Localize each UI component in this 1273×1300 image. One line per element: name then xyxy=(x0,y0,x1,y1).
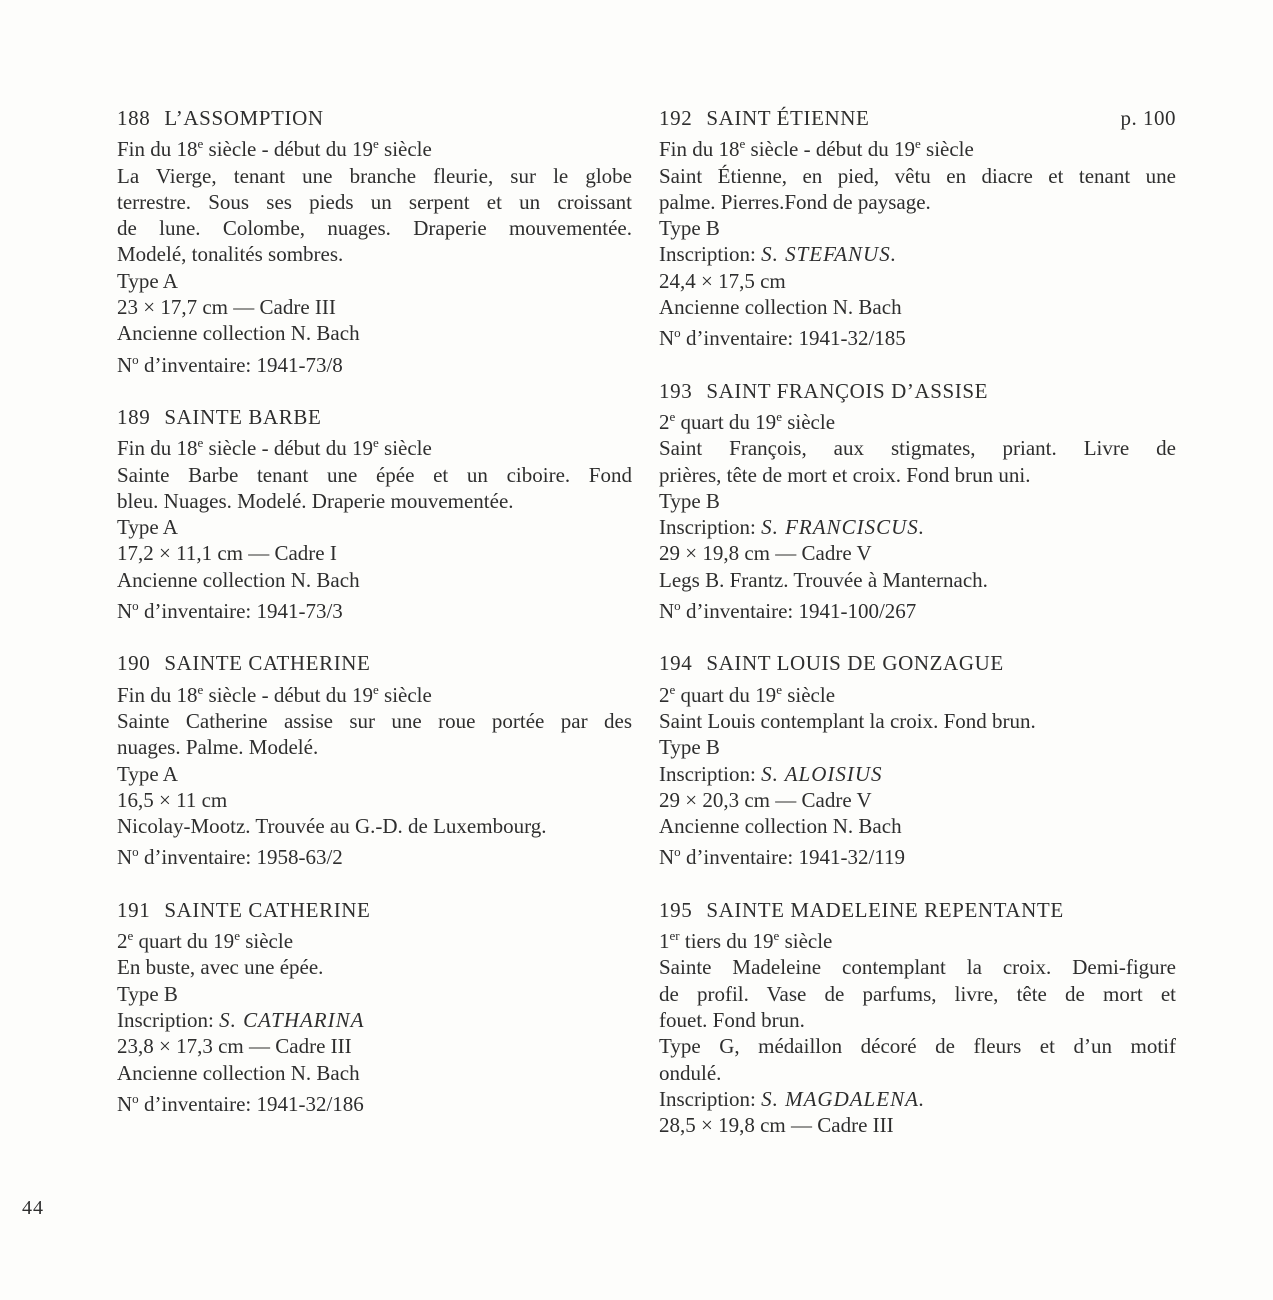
entry-heading: 190 SAINTE CATHERINE xyxy=(117,651,371,676)
page-reference: p. 100 xyxy=(1120,106,1176,130)
entry-type: Type A xyxy=(117,761,178,786)
entry-date: 1er tiers du 19e siècle xyxy=(659,928,833,954)
entry-description: fouet. Fond brun. xyxy=(659,1007,805,1032)
entry-dimensions: 29 × 20,3 cm — Cadre V xyxy=(659,787,872,812)
entry-type: Type A xyxy=(117,515,178,540)
inscription-text: S. ALOISIUS xyxy=(761,761,883,786)
entry-heading: 194 SAINT LOUIS DE GONZAGUE xyxy=(659,651,1004,676)
entry-inscription xyxy=(659,241,1176,267)
entry-inventory: $N^o$ d’inventaire: 1941-32/119 xyxy=(659,844,906,870)
entry-type: Type G, médaillon décoré de fleurs et d’un motif xyxy=(659,1034,1176,1059)
entry-dimensions: 16,5 × 11 cm xyxy=(117,787,228,812)
inscription-label: Inscription: xyxy=(659,761,756,786)
catalog-entry-194 xyxy=(659,650,1176,870)
entry-description: Modelé, tonalités sombres. xyxy=(117,242,344,267)
catalog-entry-190 xyxy=(117,650,632,870)
entry-date: Fin du 18e siècle - début du 19e siècle xyxy=(117,681,432,707)
entry-description: Saint Étienne, en pied, vêtu en diacre et tenant une xyxy=(659,163,1176,188)
entry-dimensions: 23,8 × 17,3 cm — Cadre III xyxy=(117,1034,352,1059)
entry-type: Type B xyxy=(659,488,720,513)
entry-heading: 195 SAINTE MADELEINE REPENTANTE xyxy=(659,897,1064,922)
entry-dimensions: 23 × 17,7 cm — Cadre III xyxy=(117,295,336,320)
entry-date: Fin du 18e siècle - début du 19e siècle xyxy=(117,136,432,162)
entry-provenance: Ancienne collection N. Bach xyxy=(659,295,902,320)
inscription-text: S. STEFANUS. xyxy=(761,242,897,267)
entry-inscription xyxy=(117,1007,632,1033)
entry-description: de profil. Vase de parfums, livre, tête de mort et xyxy=(659,981,1176,1006)
entry-description: Sainte Madeleine contemplant la croix. Demi-figure xyxy=(659,955,1176,980)
inscription-label: Inscription: xyxy=(117,1007,214,1032)
entry-heading: 188 L’ASSOMPTION xyxy=(117,106,324,130)
entry-description: Saint Louis contemplant la croix. Fond brun. xyxy=(659,708,1036,733)
entry-type: ondulé. xyxy=(659,1060,722,1085)
inscription-text: S. CATHARINA xyxy=(219,1007,365,1032)
entry-date: 2e quart du 19e siècle xyxy=(659,681,836,707)
entry-date: 2e quart du 19e siècle xyxy=(659,408,836,434)
entry-description: En buste, avec une épée. xyxy=(117,955,324,980)
left-column xyxy=(117,105,632,1143)
entry-heading: 191 SAINTE CATHERINE xyxy=(117,897,371,922)
entry-description: nuages. Palme. Modelé. xyxy=(117,735,319,760)
entry-inscription xyxy=(659,514,1176,540)
entry-provenance: Ancienne collection N. Bach xyxy=(117,567,360,592)
entry-date: 2e quart du 19e siècle xyxy=(117,928,294,954)
entry-type: Type A xyxy=(117,268,178,293)
entry-inventory: $N^o$ d’inventaire: 1941-32/185 xyxy=(659,325,906,351)
entry-description: Sainte Catherine assise sur une roue portée par des xyxy=(117,708,632,733)
catalog-entry-192 xyxy=(659,105,1176,352)
catalog-entry-195 xyxy=(659,897,1176,1139)
entry-description: Saint François, aux stigmates, priant. Livre de xyxy=(659,436,1176,461)
entry-dimensions: 28,5 × 19,8 cm — Cadre III xyxy=(659,1113,894,1138)
entry-dimensions: 24,4 × 17,5 cm xyxy=(659,268,786,293)
entry-type: Type B xyxy=(117,981,178,1006)
entry-description: bleu. Nuages. Modelé. Draperie mouvementée. xyxy=(117,488,514,513)
catalog-entry-188 xyxy=(117,105,632,378)
entry-description: prières, tête de mort et croix. Fond brun uni. xyxy=(659,462,1031,487)
entry-inventory: $N^o$ d’inventaire: 1941-73/8 xyxy=(117,351,343,377)
entry-provenance: Ancienne collection N. Bach xyxy=(117,321,360,346)
entry-heading-text: 192 SAINT ÉTIENNE xyxy=(659,106,870,130)
entry-type: Type B xyxy=(659,735,720,760)
entry-inventory: $N^o$ d’inventaire: 1941-73/3 xyxy=(117,598,343,624)
inscription-text: S. MAGDALENA. xyxy=(761,1086,926,1111)
catalog-entry-193 xyxy=(659,378,1176,625)
entry-inventory: $N^o$ d’inventaire: 1941-32/186 xyxy=(117,1090,364,1116)
entry-date: Fin du 18e siècle - début du 19e siècle xyxy=(117,435,432,461)
entry-provenance: Ancienne collection N. Bach xyxy=(659,814,902,839)
entry-description: La Vierge, tenant une branche fleurie, sur le globe xyxy=(117,163,632,188)
right-column xyxy=(659,105,1176,1164)
inscription-label: Inscription: xyxy=(659,242,756,267)
catalog-entry-191 xyxy=(117,897,632,1117)
inscription-label: Inscription: xyxy=(659,515,756,540)
entry-date: Fin du 18e siècle - début du 19e siècle xyxy=(659,136,974,162)
entry-heading: 193 SAINT FRANÇOIS D’ASSISE xyxy=(659,378,989,403)
entry-type: Type B xyxy=(659,216,720,241)
entry-provenance: Ancienne collection N. Bach xyxy=(117,1060,360,1085)
page-number: 44 xyxy=(22,1197,44,1219)
entry-provenance: Legs B. Frantz. Trouvée à Manternach. xyxy=(659,567,988,592)
entry-provenance: Nicolay-Mootz. Trouvée au G.-D. de Luxembourg. xyxy=(117,814,547,839)
entry-dimensions: 17,2 × 11,1 cm — Cadre I xyxy=(117,541,337,566)
entry-description: palme. Pierres.Fond de paysage. xyxy=(659,189,931,214)
entry-heading xyxy=(659,105,1176,131)
entry-inventory: $N^o$ d’inventaire: 1958-63/2 xyxy=(117,844,343,870)
entry-inscription xyxy=(659,1086,1176,1112)
entry-description: Sainte Barbe tenant une épée et un ciboire. Fond xyxy=(117,462,632,487)
inscription-label: Inscription: xyxy=(659,1086,756,1111)
entry-description: de lune. Colombe, nuages. Draperie mouvementée. xyxy=(117,216,632,241)
entry-dimensions: 29 × 19,8 cm — Cadre V xyxy=(659,541,872,566)
entry-description: terrestre. Sous ses pieds un serpent et un croissant xyxy=(117,189,632,214)
entry-heading: 189 SAINTE BARBE xyxy=(117,404,322,429)
entry-inscription xyxy=(659,761,1176,787)
catalog-entry-189 xyxy=(117,404,632,624)
entry-inventory: $N^o$ d’inventaire: 1941-100/267 xyxy=(659,598,917,624)
inscription-text: S. FRANCISCUS. xyxy=(761,515,925,540)
